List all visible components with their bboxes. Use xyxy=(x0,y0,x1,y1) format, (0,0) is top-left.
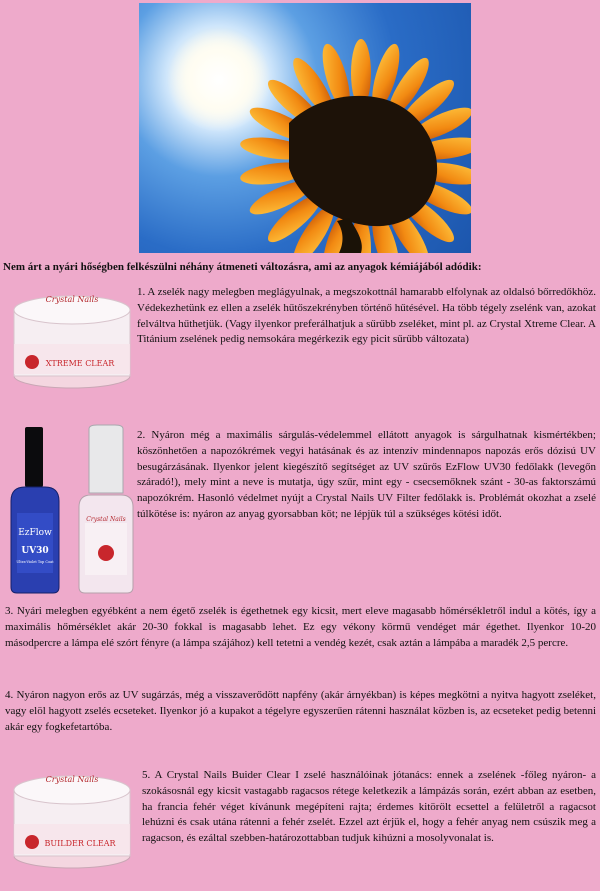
intro-heading: Nem árt a nyári hőségben felkészülni néhány átmeneti változásra, ami az anyagok kémiájából adódik: xyxy=(3,261,482,273)
bottle1-sub: Ultra-Violet Top Coat xyxy=(16,560,54,564)
tip-4-text: 4. Nyáron nagyon erős az UV sugárzás, még a visszaverődött napfény (akár árnyékban) is képes megkötni a nyitva hagyott zseléket, vagy elöl hagyott zselés ecseteket. Ilyenkor jó a kupakot a tégelyre egyszerűen rátenni használat közben is, az ecseteket pedig betenni akár egy fogkefetartóba. xyxy=(5,689,596,733)
sunflower-illustration xyxy=(139,3,471,253)
tip-2-text: 2. Nyáron még a maximális sárgulás-védelemmel ellátott anyagok is sárgulhatnak kismértékben; köszönhetően a napozókrémek vegyi hatásának és az intenzív mindennapos napozás erős dózisú UV besugárzásának. Ilyenkor jelent kiegészítő segítséget az UV szűrős EzFlow UV30 fedőlakk (levegőn száradó!), mely mint a neve is mutatja, úgy szűr, mint egy - csecsemőknek szánt - 30-as faktorszámú napozókrém. Hasonló védelmet nyújt a Crystal Nails UV Filter fedőlakk is. Problémát okozhat a zselé túlkötése is: nyáron az anyag gyorsabban köt; ne lépjük túl a szükséges kötési időt. xyxy=(137,429,596,520)
jar1-brand: Crystal Nails xyxy=(45,295,99,304)
jar2-label: BUILDER CLEAR xyxy=(44,839,116,848)
topcoat-bottles-image xyxy=(3,423,137,595)
tip-5-text: 5. A Crystal Nails Buider Clear I zselé használóinak jótanács: ennek a zselének -főleg nyáron- a szokásosnál egy kicsit vastagabb ragacsos rétege keletkezik a lámpázás során, ezért abban az esetben, ha francia fehér véget kívánunk megépíteni rajta; érdemes kitörölt ecsettel a felületről a ragacsot lehúzni és csak utána rátenni a fehér zselét. Ezzel azt érjük el, hogy a fehér anyag nem csúszik meg a ragacson, és ezáltal szebben-határozottabban tudjuk kihúzni a mosolyvonalat is. xyxy=(142,769,596,845)
bottle1-brand: EzFlow xyxy=(18,528,52,538)
jar2-brand: Crystal Nails xyxy=(45,775,99,784)
xtreme-clear-jar-image xyxy=(8,280,136,392)
bottle1-name: UV30 xyxy=(21,546,49,556)
builder-clear-jar-image xyxy=(8,760,136,872)
sunflower-sky-photo xyxy=(139,3,471,253)
tip-1-text: 1. A zselék nagy melegben meglágyulnak, a megszokottnál hamarabb elfolynak az oldalsó bőrredőkhöz. Védekezhetünk ez ellen a zselék hűtőszekrényben történő hűtésével. Ha több tégely zselénk van, azokat felváltva hűthetjük. (Vagy ilyenkor preferálhatjuk a sűrűbb zseléket, mint pl. az Crystal Xtreme Clear. A Titánium zselének pedig nemsokára megérkezik egy picit sűrűbb változata) xyxy=(137,286,596,346)
jar1-label: XTREME CLEAR xyxy=(45,359,115,368)
bottle2-brand: Crystal Nails xyxy=(86,516,126,523)
tip-3-text: 3. Nyári melegben egyébként a nem égető zselék is égethetnek egy kicsit, mert eleve magasabb hőmérsékletről indul a kötés, így a maximális hőmérséklet akár 20-30 fokkal is magasabb lehet. Ez egy vékony körmű vendéget már égethet. Ilyenkor 10-20 másodpercre a lámpa elé szórt fényre (a lámpa szájához) kell tetetni a vendég kezét, csak aztán a lámpába a maradék 2,5 percre. xyxy=(5,605,596,649)
